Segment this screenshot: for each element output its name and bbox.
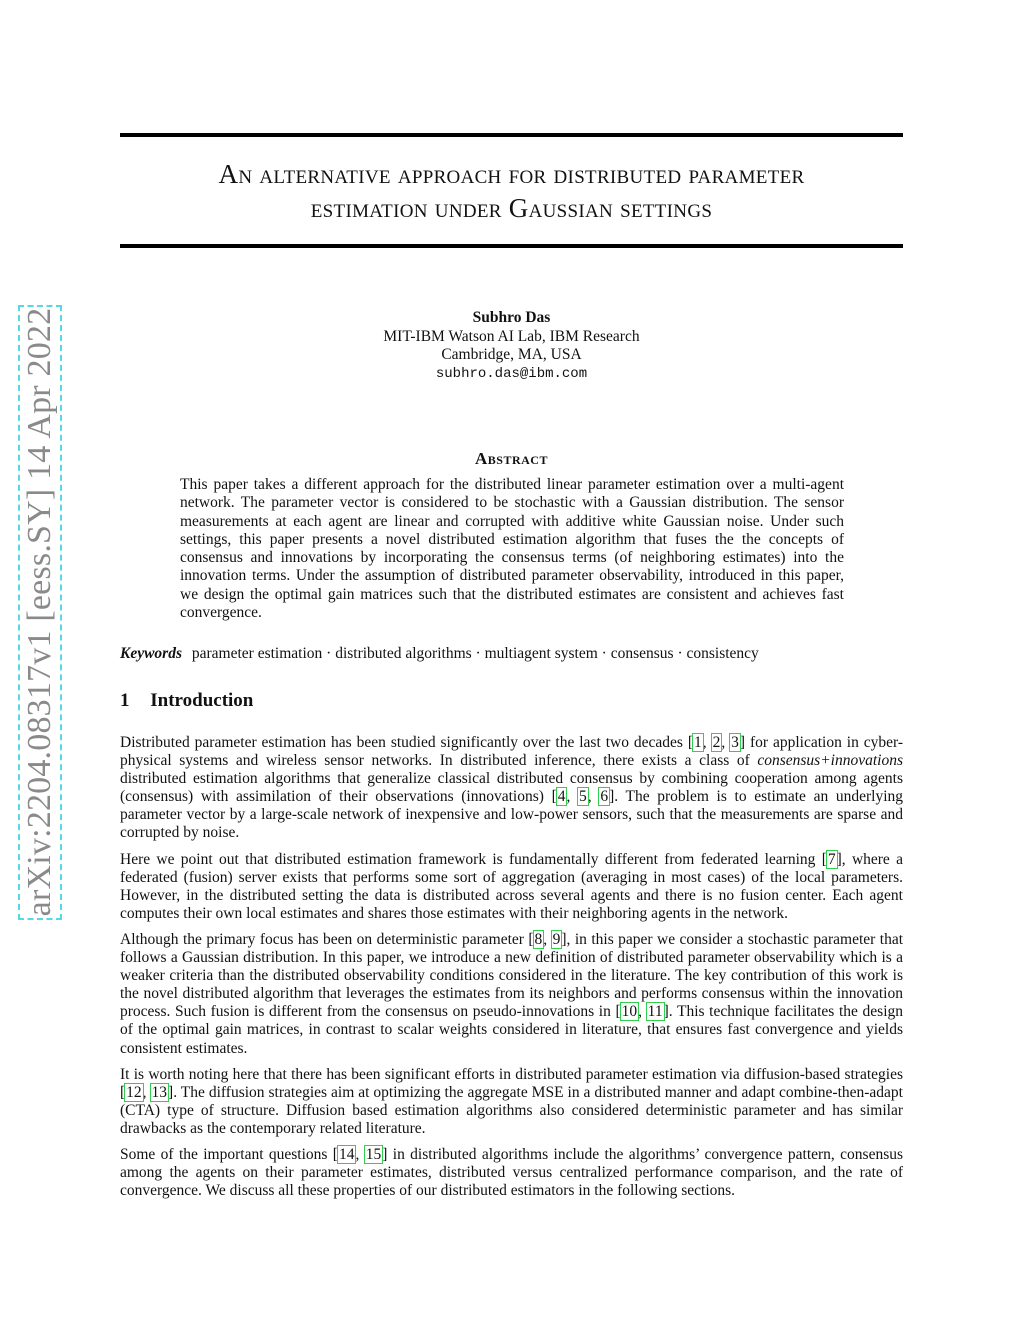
citation-link[interactable]: 4 [557,788,566,806]
paragraph-4 [120,1066,903,1138]
citation-link[interactable]: 12 [126,1083,142,1101]
text-run: ], in this paper we consider a stochastic parameter that follows a Gaussian distribution. In this paper, we introduce a new definition of distributed parameter observability which is a weaker criteria than the distributed observability conditions considered in the literature. The key contribution of this work is the novel distributed algorithm that leverages the estimates from its neighbors and performs consensus within the innovation process. Such fusion is different from the consensus on pseudo-innovations in [ [120,930,904,1021]
text-run: , [721,734,731,751]
abstract-heading: Abstract [475,449,548,468]
text-run: Although the primary focus has been on deterministic parameter [ [120,930,534,948]
citation-link[interactable]: 13 [151,1083,168,1101]
keywords-text: parameter estimation · distributed algorithms · multiagent system · consensus · consistency [191,645,759,662]
citation-link[interactable]: 15 [365,1145,382,1163]
author-affiliation: MIT-IBM Watson AI Lab, IBM Research [383,327,640,345]
introduction-body [120,734,903,1208]
text-run: ] in distributed algorithms include the algorithms’ convergence pattern, consensus among the agents on their parameter estimates, distributed versus centralized performance comparison, and the rate of convergence. We discuss all these properties of our distributed estimators in the following sections. [120,1145,904,1200]
title-top-rule [120,133,903,137]
paragraph-1 [120,734,903,843]
author-email[interactable]: subhro.das@ibm.com [435,365,588,382]
keywords-label: Keywords [120,645,182,662]
text-run: Here we point out that distributed estimation framework is fundamentally different from federated learning [ [120,850,827,868]
citation-link[interactable]: 3 [731,734,739,751]
title-bottom-rule [120,244,903,248]
text-run: ]. The problem is to estimate an underlying parameter vector by a large-scale network of inexpensive and low-power sensors, such that the measurements are sparse and corrupted by noise. [120,788,904,842]
paper-title [120,157,903,225]
paragraph-5 [120,1146,903,1200]
abstract-text: This paper takes a different approach for the distributed linear parameter estimation over a multi-agent network. The parameter vector is considered to be stochastic with a Gaussian distribution. The sensor measurements at each agent are linear and corrupted with additive white Gaussian noise. Under such settings, this paper presents a novel distributed estimation algorithm that fuses the the concepts of consensus and innovations by incorporating the consensus terms (of neighboring estimates) into the innovation terms. Under the assumption of distributed parameter observability, introduced in this paper, we design the optimal gain matrices such that the distributed estimates are consistent and achieves fast convergence. [180,476,844,622]
text-run: , [355,1145,365,1163]
citation-link[interactable]: 5 [579,788,587,806]
citation-link[interactable]: 11 [647,1003,663,1021]
text-run: ], where a federated (fusion) server exists that performs some sort of aggregation (averaging in most cases) of the local parameters. However, in the distributed setting the data is distributed across several agents and there is no fusion center. Each agent computes their own local estimates and shares those estimates with their neighboring agents in the network. [120,850,903,922]
text-run: , [543,930,552,948]
text-run: ]. The diffusion strategies aim at optimizing the aggregate MSE in a distributed manner and adapt combine-then-adapt (CTA) type of structure. Diffusion based estimation algorithms also considered deterministic parameter and has similar drawbacks as the contemporary related literature. [120,1083,903,1137]
text-run: , [566,788,579,806]
author-block [120,309,903,383]
citation-link[interactable]: 9 [552,930,561,948]
text-run: distributed estimation algorithms that generalize classical distributed consensus by combining cooperation among agents (consensus) with assimilation of their observations (innovations) [ [120,770,903,806]
text-run: Distributed parameter estimation has been studied significantly over the last two decades [ [120,734,694,751]
section-number: 1 [120,690,130,711]
citation-link[interactable]: 1 [694,734,702,751]
author-name: Subhro Das [472,309,551,326]
text-run: , [142,1083,151,1101]
text-run: , [702,734,712,751]
text-run: ] for application in cyber-physical systems and wireless sensor networks. In distributed inference, there exists a class of [120,734,904,770]
text-run: ]. This technique facilitates the design of the optimal gain matrices, in contrast to scalar weights considered in literature, that ensures fast convergence and yields consistent estimates. [120,1003,903,1057]
text-run: , [638,1003,647,1021]
author-location: Cambridge, MA, USA [441,346,582,363]
paragraph-3 [120,931,903,1058]
citation-link[interactable]: 2 [712,734,721,751]
citation-link[interactable]: 14 [338,1145,355,1163]
citation-link[interactable]: 6 [600,788,609,806]
emphasis-text: consensus+innovations [757,752,903,770]
text-run: Some of the important questions [ [120,1145,338,1163]
paragraph-2 [120,851,903,923]
keywords [120,644,903,663]
text-run: , [587,788,600,806]
citation-link[interactable]: 8 [534,930,543,948]
citation-link[interactable]: 10 [621,1003,638,1021]
section-title: Introduction [150,690,254,711]
title-line-2: estimation under Gaussian settings [310,193,713,223]
citation-link[interactable]: 7 [827,850,836,868]
arxiv-identifier[interactable]: arXiv:2204.08317v1 [eess.SY] 14 Apr 2022 [21,307,58,917]
section-heading-introduction [120,690,253,712]
text-run: It is worth noting here that there has been significant efforts in distributed parameter estimation via diffusion-based strategies [ [120,1065,903,1101]
title-line-1: An alternative approach for distributed parameter [218,159,805,189]
